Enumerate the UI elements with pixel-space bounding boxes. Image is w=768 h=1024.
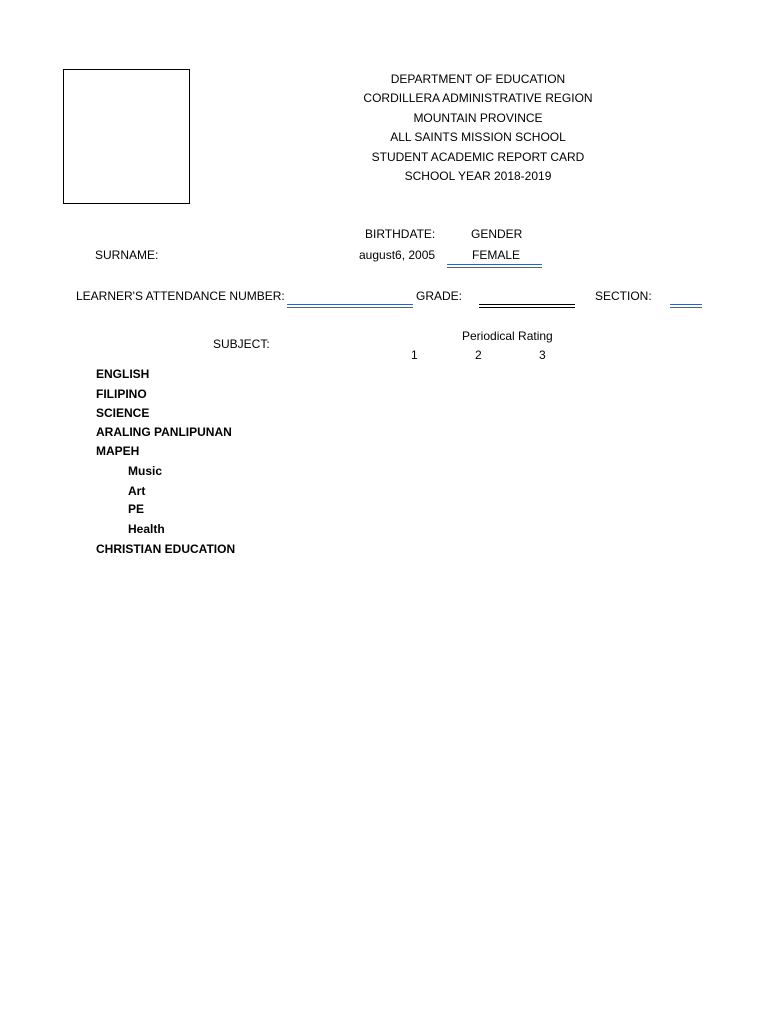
grade-field xyxy=(479,304,575,308)
period-3-label: 3 xyxy=(539,348,546,362)
header-school-year: SCHOOL YEAR 2018-2019 xyxy=(404,168,552,183)
photo-placeholder-box xyxy=(63,69,190,204)
birthdate-label: BIRTHDATE: xyxy=(365,227,436,241)
surname-label: SURNAME: xyxy=(95,248,159,262)
section-field xyxy=(670,304,702,308)
subject-column-label: SUBJECT: xyxy=(213,337,270,351)
subject-christian-education: CHRISTIAN EDUCATION xyxy=(96,542,236,556)
subject-science: SCIENCE xyxy=(96,406,150,420)
gender-label: GENDER xyxy=(471,227,523,241)
period-1-label: 1 xyxy=(411,348,418,362)
header-report-title: STUDENT ACADEMIC REPORT CARD xyxy=(371,149,585,164)
attendance-number-label: LEARNER'S ATTENDANCE NUMBER: xyxy=(76,289,285,303)
gender-value: FEMALE xyxy=(472,248,521,262)
period-2-label: 2 xyxy=(475,348,482,362)
subject-health: Health xyxy=(128,522,165,536)
subject-filipino: FILIPINO xyxy=(96,387,147,401)
subject-art: Art xyxy=(128,484,146,498)
header-department: DEPARTMENT OF EDUCATION xyxy=(390,72,566,86)
birthdate-value: august6, 2005 xyxy=(359,248,436,262)
header-school: ALL SAINTS MISSION SCHOOL xyxy=(390,130,566,145)
subject-pe: PE xyxy=(128,502,145,516)
attendance-number-field xyxy=(287,304,413,308)
subject-mapeh: MAPEH xyxy=(96,444,140,458)
subject-music: Music xyxy=(128,464,163,478)
gender-underline xyxy=(447,264,542,268)
subject-english: ENGLISH xyxy=(96,367,150,381)
header-region: CORDILLERA ADMINISTRATIVE REGION xyxy=(363,91,593,106)
section-label: SECTION: xyxy=(595,289,652,303)
periodical-rating-label: Periodical Rating xyxy=(462,329,553,343)
header-province: MOUNTAIN PROVINCE xyxy=(413,110,543,125)
report-card-header xyxy=(318,70,638,186)
subject-araling-panlipunan: ARALING PANLIPUNAN xyxy=(96,425,232,439)
grade-label: GRADE: xyxy=(416,289,463,303)
